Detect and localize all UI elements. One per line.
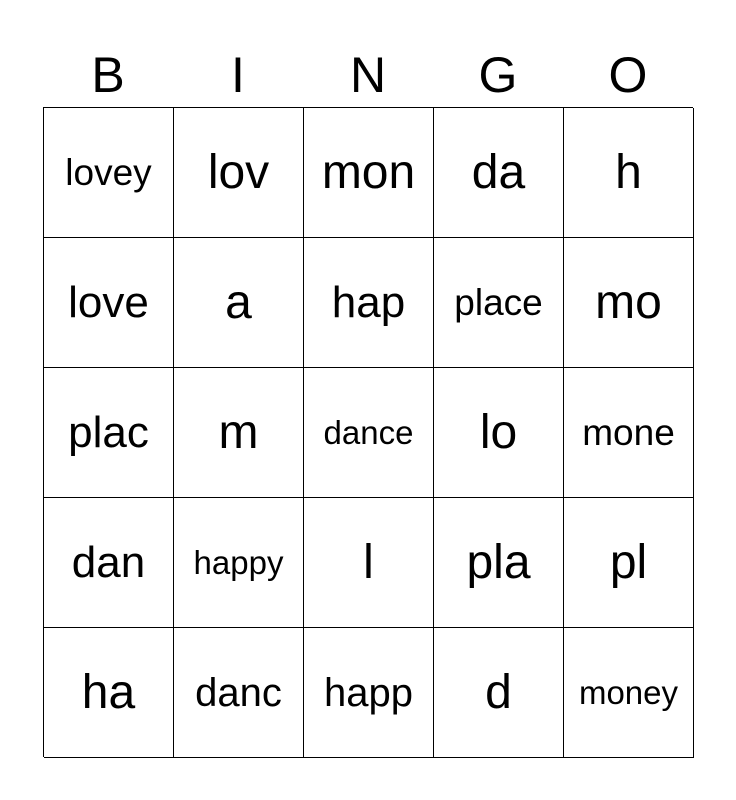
- bingo-cell[interactable]: ha: [44, 628, 174, 758]
- bingo-cell[interactable]: plac: [44, 368, 174, 498]
- bingo-cell[interactable]: d: [434, 628, 564, 758]
- bingo-board: [43, 107, 693, 757]
- bingo-cell[interactable]: money: [564, 628, 694, 758]
- bingo-cell[interactable]: h: [564, 108, 694, 238]
- bingo-header: [43, 44, 693, 106]
- bingo-cell[interactable]: place: [434, 238, 564, 368]
- bingo-cell[interactable]: mone: [564, 368, 694, 498]
- bingo-cell[interactable]: a: [174, 238, 304, 368]
- bingo-cell[interactable]: danc: [174, 628, 304, 758]
- bingo-cell[interactable]: pla: [434, 498, 564, 628]
- bingo-cell[interactable]: dan: [44, 498, 174, 628]
- bingo-cell[interactable]: love: [44, 238, 174, 368]
- bingo-cell[interactable]: mon: [304, 108, 434, 238]
- header-letter-g: G: [478, 47, 518, 103]
- bingo-cell[interactable]: pl: [564, 498, 694, 628]
- header-letter-o: O: [608, 47, 648, 103]
- bingo-cell[interactable]: m: [174, 368, 304, 498]
- bingo-cell[interactable]: lov: [174, 108, 304, 238]
- header-letter-i: I: [231, 47, 245, 103]
- header-letter-n: N: [349, 47, 387, 103]
- bingo-cell[interactable]: lovey: [44, 108, 174, 238]
- bingo-cell[interactable]: hap: [304, 238, 434, 368]
- bingo-cell[interactable]: mo: [564, 238, 694, 368]
- bingo-cell[interactable]: l: [304, 498, 434, 628]
- header-letter-b: B: [91, 47, 125, 103]
- bingo-cell[interactable]: happ: [304, 628, 434, 758]
- bingo-cell[interactable]: happy: [174, 498, 304, 628]
- bingo-cell[interactable]: da: [434, 108, 564, 238]
- bingo-cell[interactable]: lo: [434, 368, 564, 498]
- bingo-cell[interactable]: dance: [304, 368, 434, 498]
